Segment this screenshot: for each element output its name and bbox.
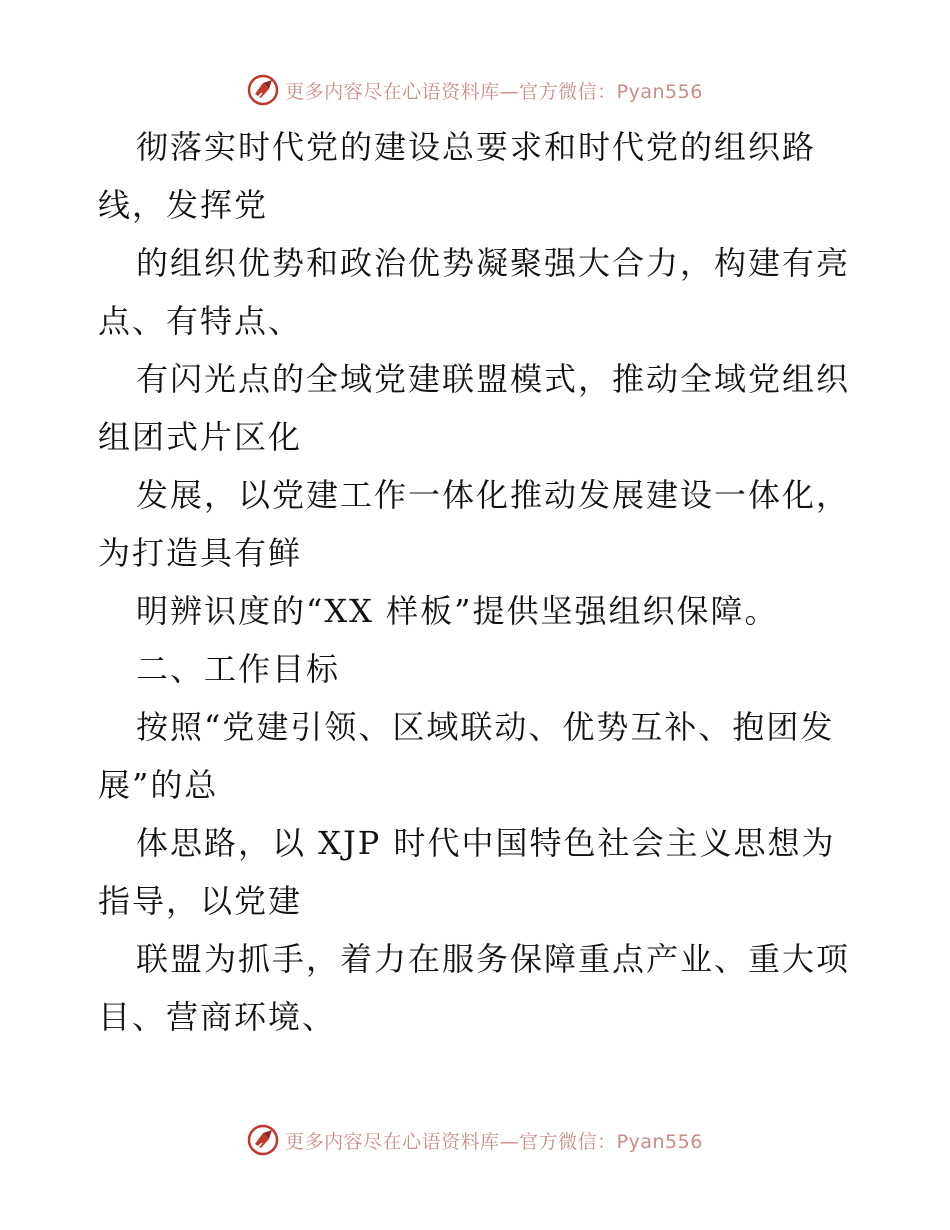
paragraph-line: 的组织优势和政治优势凝聚强大合力，构建有亮 — [136, 244, 851, 282]
header-banner — [0, 70, 950, 110]
book-logo-icon — [247, 74, 279, 106]
paragraph-line: 有闪光点的全域党建联盟模式，推动全域党组织 — [136, 360, 851, 398]
paragraph-line: 彻落实时代党的建设总要求和时代党的组织路 — [136, 128, 817, 166]
paragraph-line: 为打造具有鲜 — [98, 534, 303, 572]
paragraph-line: 展”的总 — [98, 766, 219, 804]
footer-banner — [0, 1120, 950, 1160]
paragraph-line: 发展，以党建工作一体化推动发展建设一体化， — [136, 476, 851, 514]
header-banner-text: 更多内容尽在心语资料库—官方微信：Pyan556 — [285, 80, 703, 103]
paragraph-line: 目、营商环境、 — [98, 998, 337, 1036]
paragraph-line: 点、有特点、 — [98, 302, 303, 340]
book-logo-icon — [247, 1124, 279, 1156]
paragraph-line: 线，发挥党 — [98, 186, 269, 224]
paragraph-line: 明辨识度的“XX 样板”提供坚强组织保障。 — [136, 592, 779, 630]
document-body — [98, 118, 858, 1046]
paragraph-line: 联盟为抓手，着力在服务保障重点产业、重大项 — [136, 940, 851, 978]
paragraph-line: 组团式片区化 — [98, 418, 303, 456]
footer-banner-text: 更多内容尽在心语资料库—官方微信：Pyan556 — [285, 1130, 703, 1153]
section-heading: 二、工作目标 — [136, 650, 341, 688]
paragraph-line: 体思路，以 XJP 时代中国特色社会主义思想为 — [136, 824, 836, 862]
paragraph-line: 指导，以党建 — [98, 882, 303, 920]
paragraph-line: 按照“党建引领、区域联动、优势互补、抱团发 — [136, 708, 835, 746]
